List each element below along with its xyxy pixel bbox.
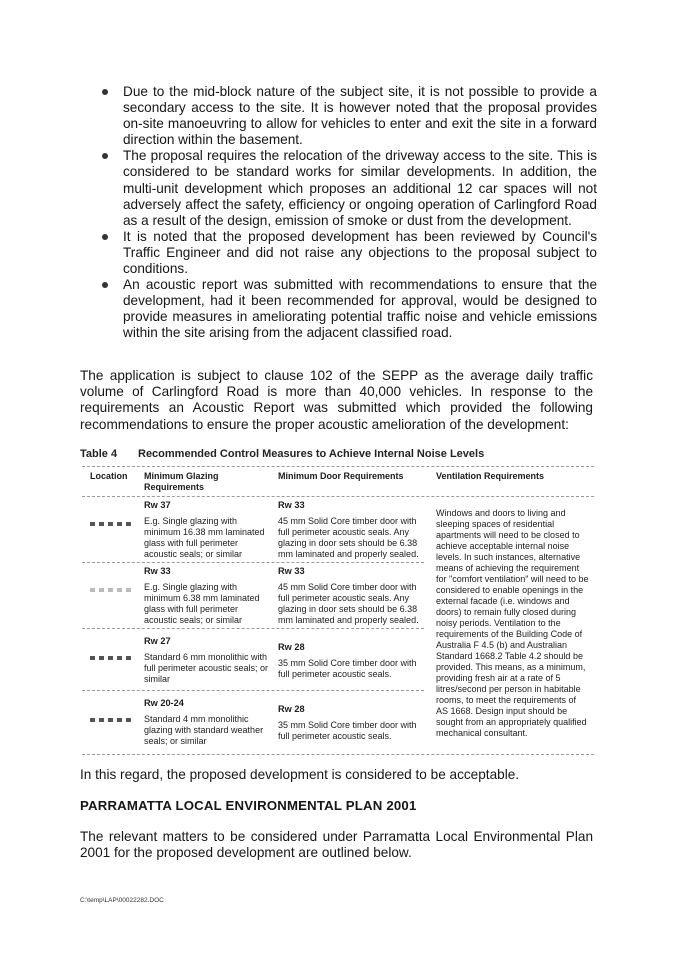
bullet-item: Due to the mid-block nature of the subject site, it is not possible to provide a secondary access to the site. It is however noted that the proposal provides on-site manoeuvring to allow for vehicles to enter and exit the site in a forward direction within the basement.	[100, 84, 597, 148]
glazing-rating: Rw 33	[144, 566, 171, 576]
bullet-list	[100, 84, 597, 342]
table-rule	[82, 562, 424, 563]
bullet-dot-icon	[102, 282, 108, 288]
footer-file-path: C:\temp\LAP\00022282.DOC	[80, 897, 164, 904]
table-rule	[82, 754, 594, 755]
conclusion-paragraph: In this regard, the proposed development is considered to be acceptable.	[80, 767, 520, 782]
bullet-dot-icon	[102, 153, 108, 159]
door-rating: Rw 33	[278, 566, 305, 576]
door-spec: 45 mm Solid Core timber door with full perimeter acoustic seals. Any glazing in door sets should be 6.38 mm laminated and properly sealed.	[278, 582, 419, 625]
glazing-rating: Rw 37	[144, 500, 171, 510]
bullet-item: The proposal requires the relocation of the driveway access to the site. This is considered to be standard works for similar developments. In addition, the multi-unit development which proposes an additional 12 car spaces will not adversely affect the safety, efficiency or ongoing operation of Carlingford Road as a result of the design, emission of smoke or dust from the development.	[100, 148, 597, 228]
bullet-item: An acoustic report was submitted with recommendations to ensure that the development, had it been recommended for approval, would be designed to provide measures in ameliorating potential traffic noise and vehicle emissions within the site arising from the adjacent classified road.	[100, 277, 597, 341]
table-rule	[82, 466, 594, 467]
control-measures-table	[82, 466, 594, 754]
table-rule	[82, 690, 424, 691]
table-title: Recommended Control Measures to Achieve Internal Noise Levels	[138, 448, 485, 460]
location-marker	[90, 656, 131, 660]
header-location: Location	[90, 471, 128, 481]
location-marker	[90, 522, 131, 526]
table-rule	[82, 628, 424, 629]
sepp-paragraph: The application is subject to clause 102 of the SEPP as the average daily traffic volume of Carlingford Road is more than 40,000 vehicles. In response to the requirements an Acoustic Report was submitted which provided the following recommendations to ensure the proper acoustic amelioration of the development:	[80, 368, 593, 432]
ventilation-requirements: Windows and doors to living and sleeping spaces of residential apartments will need to be closed to achieve acceptable internal noise levels. In such instances, alternative means of achieving the requirement for "comfort ventilation" will need to be considered to enable openings in the external facade (i.e. windows and doors) to remain fully closed during noisy periods. Ventilation to the requirements of the Building Code of Australia F 4.5 (b) and Australian Standard 1668.2 Table 4.2 should be provided. This means, as a minimum, providing fresh air at a rate of 5 litres/second per person in habitable rooms, to meet the requirements of AS 1668. Design input should be sought from an appropriately qualified mechanical consultant.	[436, 508, 589, 738]
section-heading: PARRAMATTA LOCAL ENVIRONMENTAL PLAN 2001	[80, 798, 417, 813]
door-spec: 35 mm Solid Core timber door with full perimeter acoustic seals.	[278, 720, 417, 741]
table-rule	[82, 496, 594, 497]
bullet-dot-icon	[102, 89, 108, 95]
location-marker	[90, 588, 131, 592]
door-spec: 45 mm Solid Core timber door with full perimeter acoustic seals. Any glazing in door sets should be 6.38 mm laminated and properly sealed.	[278, 516, 419, 559]
door-spec: 35 mm Solid Core timber door with full perimeter acoustic seals.	[278, 658, 417, 679]
door-rating: Rw 28	[278, 704, 305, 714]
glazing-rating: Rw 20-24	[144, 698, 184, 708]
lep-paragraph: The relevant matters to be considered under Parramatta Local Environmental Plan 2001 for the proposed development are outlined below.	[80, 829, 593, 861]
bullet-item: It is noted that the proposed development has been reviewed by Council's Traffic Engineer and did not raise any objections to the proposal subject to conditions.	[100, 229, 597, 277]
location-marker	[90, 718, 131, 722]
glazing-spec: E.g. Single glazing with minimum 6.38 mm laminated glass with full perimeter acoustic seals; or similar	[144, 582, 260, 625]
table-number: Table 4	[80, 448, 118, 460]
bullet-dot-icon	[102, 234, 108, 240]
glazing-spec: Standard 6 mm monolithic with full perimeter acoustic seals; or similar	[144, 652, 269, 684]
door-rating: Rw 28	[278, 642, 305, 652]
glazing-spec: Standard 4 mm monolithic glazing with standard weather seals; or similar	[144, 714, 264, 746]
header-ventilation: Ventilation Requirements	[436, 471, 545, 481]
table-caption	[80, 448, 484, 460]
glazing-spec: E.g. Single glazing with minimum 16.38 mm laminated glass with full perimeter acoustic seals; or similar	[144, 516, 265, 559]
header-door: Minimum Door Requirements	[278, 471, 404, 481]
header-glazing: Minimum Glazing Requirements	[144, 471, 219, 492]
glazing-rating: Rw 27	[144, 636, 171, 646]
door-rating: Rw 33	[278, 500, 305, 510]
